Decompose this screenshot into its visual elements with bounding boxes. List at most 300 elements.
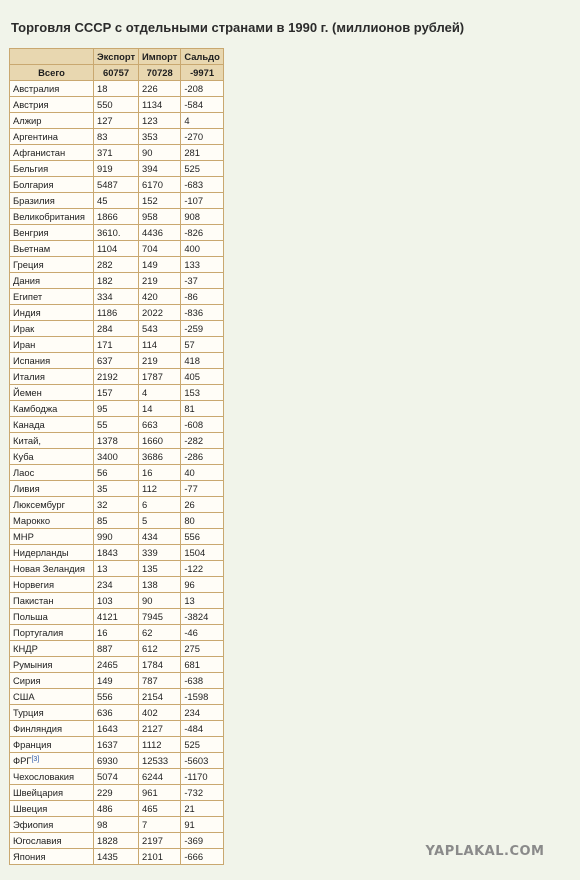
import-cell: 7945 xyxy=(139,609,181,625)
country-name: Ирак xyxy=(13,323,35,334)
country-name: Польша xyxy=(13,611,48,622)
export-cell: 157 xyxy=(94,385,139,401)
import-cell: 402 xyxy=(139,705,181,721)
country-cell xyxy=(10,369,94,385)
country-name: Австралия xyxy=(13,83,60,94)
export-cell: 35 xyxy=(94,481,139,497)
table-row xyxy=(10,433,224,449)
table-row xyxy=(10,273,224,289)
export-cell: 5074 xyxy=(94,769,139,785)
table-row xyxy=(10,689,224,705)
table-row xyxy=(10,257,224,273)
import-cell: 219 xyxy=(139,273,181,289)
table-row xyxy=(10,161,224,177)
country-name: Индия xyxy=(13,307,41,318)
table-row xyxy=(10,625,224,641)
saldo-cell: 281 xyxy=(181,145,224,161)
export-cell: 16 xyxy=(94,625,139,641)
country-name: Великобритания xyxy=(13,211,85,222)
saldo-cell: -122 xyxy=(181,561,224,577)
import-cell: 6244 xyxy=(139,769,181,785)
country-cell xyxy=(10,353,94,369)
table-row xyxy=(10,369,224,385)
country-name: Вьетнам xyxy=(13,243,51,254)
watermark-logo: YAPLAKAL.COM xyxy=(425,844,545,859)
country-cell xyxy=(10,289,94,305)
table-row xyxy=(10,593,224,609)
import-cell: 787 xyxy=(139,673,181,689)
table-row xyxy=(10,465,224,481)
import-cell: 1787 xyxy=(139,369,181,385)
country-name: Лаос xyxy=(13,467,35,478)
import-cell: 90 xyxy=(139,145,181,161)
saldo-cell: -1170 xyxy=(181,769,224,785)
country-cell xyxy=(10,161,94,177)
export-cell: 45 xyxy=(94,193,139,209)
import-cell: 6170 xyxy=(139,177,181,193)
saldo-cell: 908 xyxy=(181,209,224,225)
table-row xyxy=(10,833,224,849)
import-cell: 3686 xyxy=(139,449,181,465)
import-cell: 434 xyxy=(139,529,181,545)
country-cell xyxy=(10,193,94,209)
import-cell: 219 xyxy=(139,353,181,369)
saldo-cell: 80 xyxy=(181,513,224,529)
export-cell: 371 xyxy=(94,145,139,161)
export-cell: 284 xyxy=(94,321,139,337)
country-cell xyxy=(10,241,94,257)
table-row xyxy=(10,113,224,129)
export-cell: 83 xyxy=(94,129,139,145)
export-cell: 486 xyxy=(94,801,139,817)
saldo-cell: 1504 xyxy=(181,545,224,561)
export-cell: 2465 xyxy=(94,657,139,673)
country-cell xyxy=(10,753,94,769)
table-row xyxy=(10,513,224,529)
export-cell: 6930 xyxy=(94,753,139,769)
table-row xyxy=(10,753,224,769)
country-name: Эфиопия xyxy=(13,819,54,830)
country-name: Франция xyxy=(13,739,52,750)
country-name: Ливия xyxy=(13,483,40,494)
import-cell: 62 xyxy=(139,625,181,641)
import-cell: 149 xyxy=(139,257,181,273)
country-name: Турция xyxy=(13,707,44,718)
country-name: Швеция xyxy=(13,803,48,814)
table-row xyxy=(10,545,224,561)
table-row xyxy=(10,97,224,113)
saldo-cell: -826 xyxy=(181,225,224,241)
country-cell xyxy=(10,689,94,705)
import-cell: 2197 xyxy=(139,833,181,849)
country-name: Япония xyxy=(13,851,46,862)
export-cell: 637 xyxy=(94,353,139,369)
export-cell: 887 xyxy=(94,641,139,657)
table-row xyxy=(10,177,224,193)
table-row xyxy=(10,449,224,465)
saldo-cell: -638 xyxy=(181,673,224,689)
country-name: Норвегия xyxy=(13,579,55,590)
import-cell: 465 xyxy=(139,801,181,817)
saldo-cell: 234 xyxy=(181,705,224,721)
saldo-cell: -1598 xyxy=(181,689,224,705)
country-cell xyxy=(10,257,94,273)
export-cell: 95 xyxy=(94,401,139,417)
import-cell: 704 xyxy=(139,241,181,257)
country-name: Йемен xyxy=(13,387,42,398)
country-cell xyxy=(10,673,94,689)
country-name: Греция xyxy=(13,259,44,270)
country-cell xyxy=(10,497,94,513)
country-cell xyxy=(10,145,94,161)
export-cell: 13 xyxy=(94,561,139,577)
export-cell: 85 xyxy=(94,513,139,529)
header-row xyxy=(10,49,224,65)
country-cell xyxy=(10,593,94,609)
table-row xyxy=(10,145,224,161)
saldo-cell: -584 xyxy=(181,97,224,113)
total-saldo: -9971 xyxy=(181,65,224,81)
table-row xyxy=(10,497,224,513)
export-cell: 3610. xyxy=(94,225,139,241)
import-cell: 4 xyxy=(139,385,181,401)
import-cell: 138 xyxy=(139,577,181,593)
country-cell xyxy=(10,529,94,545)
export-cell: 127 xyxy=(94,113,139,129)
table-row xyxy=(10,609,224,625)
country-name: МНР xyxy=(13,531,34,542)
export-cell: 334 xyxy=(94,289,139,305)
country-cell xyxy=(10,737,94,753)
export-cell: 234 xyxy=(94,577,139,593)
country-cell xyxy=(10,849,94,865)
column-header-export: Экспорт xyxy=(94,49,139,65)
export-cell: 636 xyxy=(94,705,139,721)
saldo-cell: 418 xyxy=(181,353,224,369)
country-name: Алжир xyxy=(13,115,42,126)
export-cell: 550 xyxy=(94,97,139,113)
export-cell: 182 xyxy=(94,273,139,289)
import-cell: 1784 xyxy=(139,657,181,673)
country-cell xyxy=(10,625,94,641)
country-cell xyxy=(10,209,94,225)
saldo-cell: 525 xyxy=(181,737,224,753)
import-cell: 2127 xyxy=(139,721,181,737)
import-cell: 339 xyxy=(139,545,181,561)
saldo-cell: -3824 xyxy=(181,609,224,625)
country-cell xyxy=(10,721,94,737)
country-cell xyxy=(10,273,94,289)
country-cell xyxy=(10,337,94,353)
export-cell: 1637 xyxy=(94,737,139,753)
saldo-cell: -836 xyxy=(181,305,224,321)
table-row xyxy=(10,641,224,657)
export-cell: 229 xyxy=(94,785,139,801)
import-cell: 2101 xyxy=(139,849,181,865)
export-cell: 56 xyxy=(94,465,139,481)
country-name: Чехословакия xyxy=(13,771,75,782)
country-name: ФРГ xyxy=(13,755,32,766)
total-import: 70728 xyxy=(139,65,181,81)
table-row xyxy=(10,241,224,257)
saldo-cell: 21 xyxy=(181,801,224,817)
import-cell: 612 xyxy=(139,641,181,657)
import-cell: 152 xyxy=(139,193,181,209)
import-cell: 1134 xyxy=(139,97,181,113)
country-cell xyxy=(10,401,94,417)
export-cell: 1866 xyxy=(94,209,139,225)
country-name: Камбоджа xyxy=(13,403,58,414)
saldo-cell: 405 xyxy=(181,369,224,385)
country-name: Нидерланды xyxy=(13,547,69,558)
export-cell: 1378 xyxy=(94,433,139,449)
import-cell: 14 xyxy=(139,401,181,417)
country-name: Аргентина xyxy=(13,131,58,142)
country-name: Финляндия xyxy=(13,723,63,734)
table-row xyxy=(10,289,224,305)
country-cell xyxy=(10,705,94,721)
saldo-cell: 57 xyxy=(181,337,224,353)
saldo-cell: -270 xyxy=(181,129,224,145)
column-header-import: Импорт xyxy=(139,49,181,65)
export-cell: 990 xyxy=(94,529,139,545)
country-cell xyxy=(10,385,94,401)
country-name: Болгария xyxy=(13,179,54,190)
saldo-cell: 556 xyxy=(181,529,224,545)
saldo-cell: -683 xyxy=(181,177,224,193)
export-cell: 4121 xyxy=(94,609,139,625)
country-cell xyxy=(10,449,94,465)
table-row xyxy=(10,209,224,225)
country-name: Афганистан xyxy=(13,147,66,158)
country-name: Марокко xyxy=(13,515,51,526)
table-row xyxy=(10,577,224,593)
country-name: Китай, xyxy=(13,435,41,446)
saldo-cell: 681 xyxy=(181,657,224,673)
country-name: Люксембург xyxy=(13,499,66,510)
table-row xyxy=(10,561,224,577)
saldo-cell: 525 xyxy=(181,161,224,177)
column-header-country xyxy=(10,49,94,65)
table-row xyxy=(10,81,224,97)
import-cell: 5 xyxy=(139,513,181,529)
country-cell xyxy=(10,321,94,337)
country-cell xyxy=(10,545,94,561)
import-cell: 123 xyxy=(139,113,181,129)
saldo-cell: -732 xyxy=(181,785,224,801)
export-cell: 1435 xyxy=(94,849,139,865)
table-row xyxy=(10,673,224,689)
import-cell: 114 xyxy=(139,337,181,353)
export-cell: 282 xyxy=(94,257,139,273)
table-row xyxy=(10,225,224,241)
export-cell: 98 xyxy=(94,817,139,833)
country-cell xyxy=(10,225,94,241)
export-cell: 55 xyxy=(94,417,139,433)
country-cell xyxy=(10,833,94,849)
import-cell: 112 xyxy=(139,481,181,497)
country-cell xyxy=(10,609,94,625)
table-row xyxy=(10,721,224,737)
footnote-link[interactable]: [3] xyxy=(31,756,40,763)
country-cell xyxy=(10,657,94,673)
country-name: КНДР xyxy=(13,643,38,654)
export-cell: 1843 xyxy=(94,545,139,561)
table-row xyxy=(10,769,224,785)
table-row xyxy=(10,129,224,145)
table-row xyxy=(10,385,224,401)
table-row xyxy=(10,305,224,321)
export-cell: 3400 xyxy=(94,449,139,465)
saldo-cell: 40 xyxy=(181,465,224,481)
country-cell xyxy=(10,81,94,97)
country-name: Канада xyxy=(13,419,45,430)
table-row xyxy=(10,481,224,497)
country-name: Египет xyxy=(13,291,43,302)
saldo-cell: -37 xyxy=(181,273,224,289)
import-cell: 1112 xyxy=(139,737,181,753)
import-cell: 961 xyxy=(139,785,181,801)
table-row xyxy=(10,529,224,545)
table-row xyxy=(10,353,224,369)
saldo-cell: 91 xyxy=(181,817,224,833)
country-name: Португалия xyxy=(13,627,64,638)
import-cell: 7 xyxy=(139,817,181,833)
export-cell: 1643 xyxy=(94,721,139,737)
table-row xyxy=(10,801,224,817)
country-name: Испания xyxy=(13,355,51,366)
country-cell xyxy=(10,417,94,433)
export-cell: 171 xyxy=(94,337,139,353)
export-cell: 5487 xyxy=(94,177,139,193)
import-cell: 4436 xyxy=(139,225,181,241)
table-row xyxy=(10,321,224,337)
saldo-cell: -282 xyxy=(181,433,224,449)
country-cell xyxy=(10,113,94,129)
import-cell: 6 xyxy=(139,497,181,513)
country-name: Югославия xyxy=(13,835,62,846)
saldo-cell: -259 xyxy=(181,321,224,337)
table-row xyxy=(10,849,224,865)
country-name: Венгрия xyxy=(13,227,49,238)
saldo-cell: -369 xyxy=(181,833,224,849)
saldo-cell: 400 xyxy=(181,241,224,257)
country-name: Румыния xyxy=(13,659,53,670)
saldo-cell: -286 xyxy=(181,449,224,465)
table-row xyxy=(10,705,224,721)
country-cell xyxy=(10,577,94,593)
country-cell xyxy=(10,465,94,481)
country-name: Пакистан xyxy=(13,595,54,606)
export-cell: 2192 xyxy=(94,369,139,385)
import-cell: 663 xyxy=(139,417,181,433)
export-cell: 32 xyxy=(94,497,139,513)
country-cell xyxy=(10,769,94,785)
saldo-cell: -666 xyxy=(181,849,224,865)
country-name: Швейцария xyxy=(13,787,64,798)
saldo-cell: -484 xyxy=(181,721,224,737)
import-cell: 543 xyxy=(139,321,181,337)
saldo-cell: -608 xyxy=(181,417,224,433)
saldo-cell: -208 xyxy=(181,81,224,97)
table-row xyxy=(10,817,224,833)
country-cell xyxy=(10,785,94,801)
country-name: Иран xyxy=(13,339,36,350)
import-cell: 90 xyxy=(139,593,181,609)
country-cell xyxy=(10,641,94,657)
country-cell xyxy=(10,801,94,817)
country-name: Дания xyxy=(13,275,41,286)
import-cell: 16 xyxy=(139,465,181,481)
column-header-saldo: Сальдо xyxy=(181,49,224,65)
import-cell: 12533 xyxy=(139,753,181,769)
import-cell: 420 xyxy=(139,289,181,305)
saldo-cell: 13 xyxy=(181,593,224,609)
country-cell xyxy=(10,97,94,113)
saldo-cell: 81 xyxy=(181,401,224,417)
saldo-cell: 96 xyxy=(181,577,224,593)
export-cell: 919 xyxy=(94,161,139,177)
page-title: Торговля СССР с отдельными странами в 1990 г. (миллионов рублей) xyxy=(11,20,465,35)
country-cell xyxy=(10,481,94,497)
export-cell: 1186 xyxy=(94,305,139,321)
table-row xyxy=(10,337,224,353)
table-row xyxy=(10,785,224,801)
country-name: Италия xyxy=(13,371,45,382)
saldo-cell: -77 xyxy=(181,481,224,497)
export-cell: 149 xyxy=(94,673,139,689)
import-cell: 1660 xyxy=(139,433,181,449)
country-cell xyxy=(10,305,94,321)
country-cell xyxy=(10,129,94,145)
import-cell: 135 xyxy=(139,561,181,577)
country-name: Бразилия xyxy=(13,195,55,206)
export-cell: 1828 xyxy=(94,833,139,849)
country-name: Куба xyxy=(13,451,34,462)
country-cell xyxy=(10,817,94,833)
table-row xyxy=(10,417,224,433)
saldo-cell: 133 xyxy=(181,257,224,273)
import-cell: 2154 xyxy=(139,689,181,705)
saldo-cell: 275 xyxy=(181,641,224,657)
import-cell: 226 xyxy=(139,81,181,97)
table-row xyxy=(10,657,224,673)
country-name: Бельгия xyxy=(13,163,49,174)
country-name: Сирия xyxy=(13,675,41,686)
country-name: США xyxy=(13,691,35,702)
total-row xyxy=(10,65,224,81)
country-cell xyxy=(10,561,94,577)
export-cell: 556 xyxy=(94,689,139,705)
trade-table xyxy=(9,48,224,865)
country-cell xyxy=(10,433,94,449)
import-cell: 353 xyxy=(139,129,181,145)
export-cell: 103 xyxy=(94,593,139,609)
export-cell: 18 xyxy=(94,81,139,97)
saldo-cell: -5603 xyxy=(181,753,224,769)
saldo-cell: -86 xyxy=(181,289,224,305)
saldo-cell: 26 xyxy=(181,497,224,513)
saldo-cell: -107 xyxy=(181,193,224,209)
country-cell xyxy=(10,513,94,529)
total-label: Всего xyxy=(10,65,94,81)
table-row xyxy=(10,193,224,209)
table-row xyxy=(10,737,224,753)
import-cell: 2022 xyxy=(139,305,181,321)
import-cell: 958 xyxy=(139,209,181,225)
table-row xyxy=(10,401,224,417)
export-cell: 1104 xyxy=(94,241,139,257)
